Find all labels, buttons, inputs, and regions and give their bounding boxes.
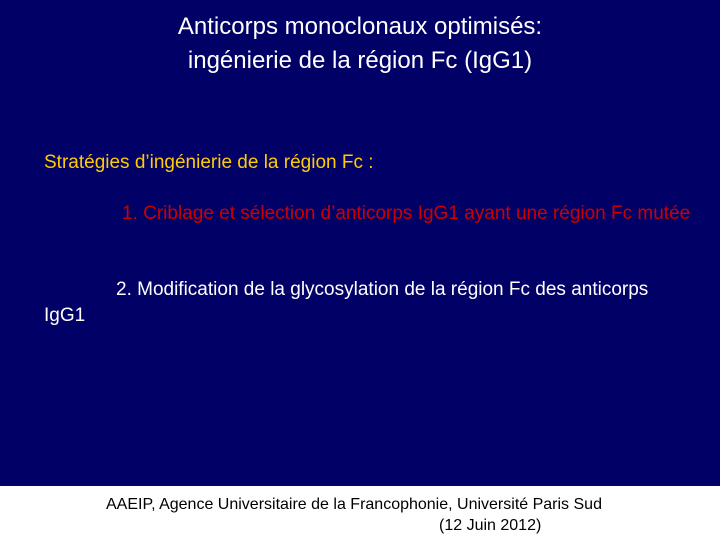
list-item-1 bbox=[44, 201, 694, 227]
list-item-2 bbox=[44, 277, 694, 329]
list-item-2-text: 2. Modification de la glycosylation de la région Fc des anticorps IgG1 bbox=[44, 279, 649, 326]
section-heading: Stratégies d’ingénierie de la région Fc : bbox=[44, 152, 374, 173]
slide-title-line-1: Anticorps monoclonaux optimisés: bbox=[177, 13, 543, 40]
footer-line-2: (12 Juin 2012) bbox=[439, 517, 542, 534]
footer-line-1: AAEIP, Agence Universitaire de la Francophonie, Université Paris Sud bbox=[106, 496, 602, 513]
list-item-1-text: 1. Criblage et sélection d’anticorps IgG1 ayant une région Fc mutée bbox=[122, 203, 691, 224]
slide-title bbox=[0, 10, 720, 78]
footer-text bbox=[106, 494, 686, 536]
footer bbox=[0, 486, 720, 540]
slide-title-line-2: ingénierie de la région Fc (IgG1) bbox=[187, 47, 533, 74]
